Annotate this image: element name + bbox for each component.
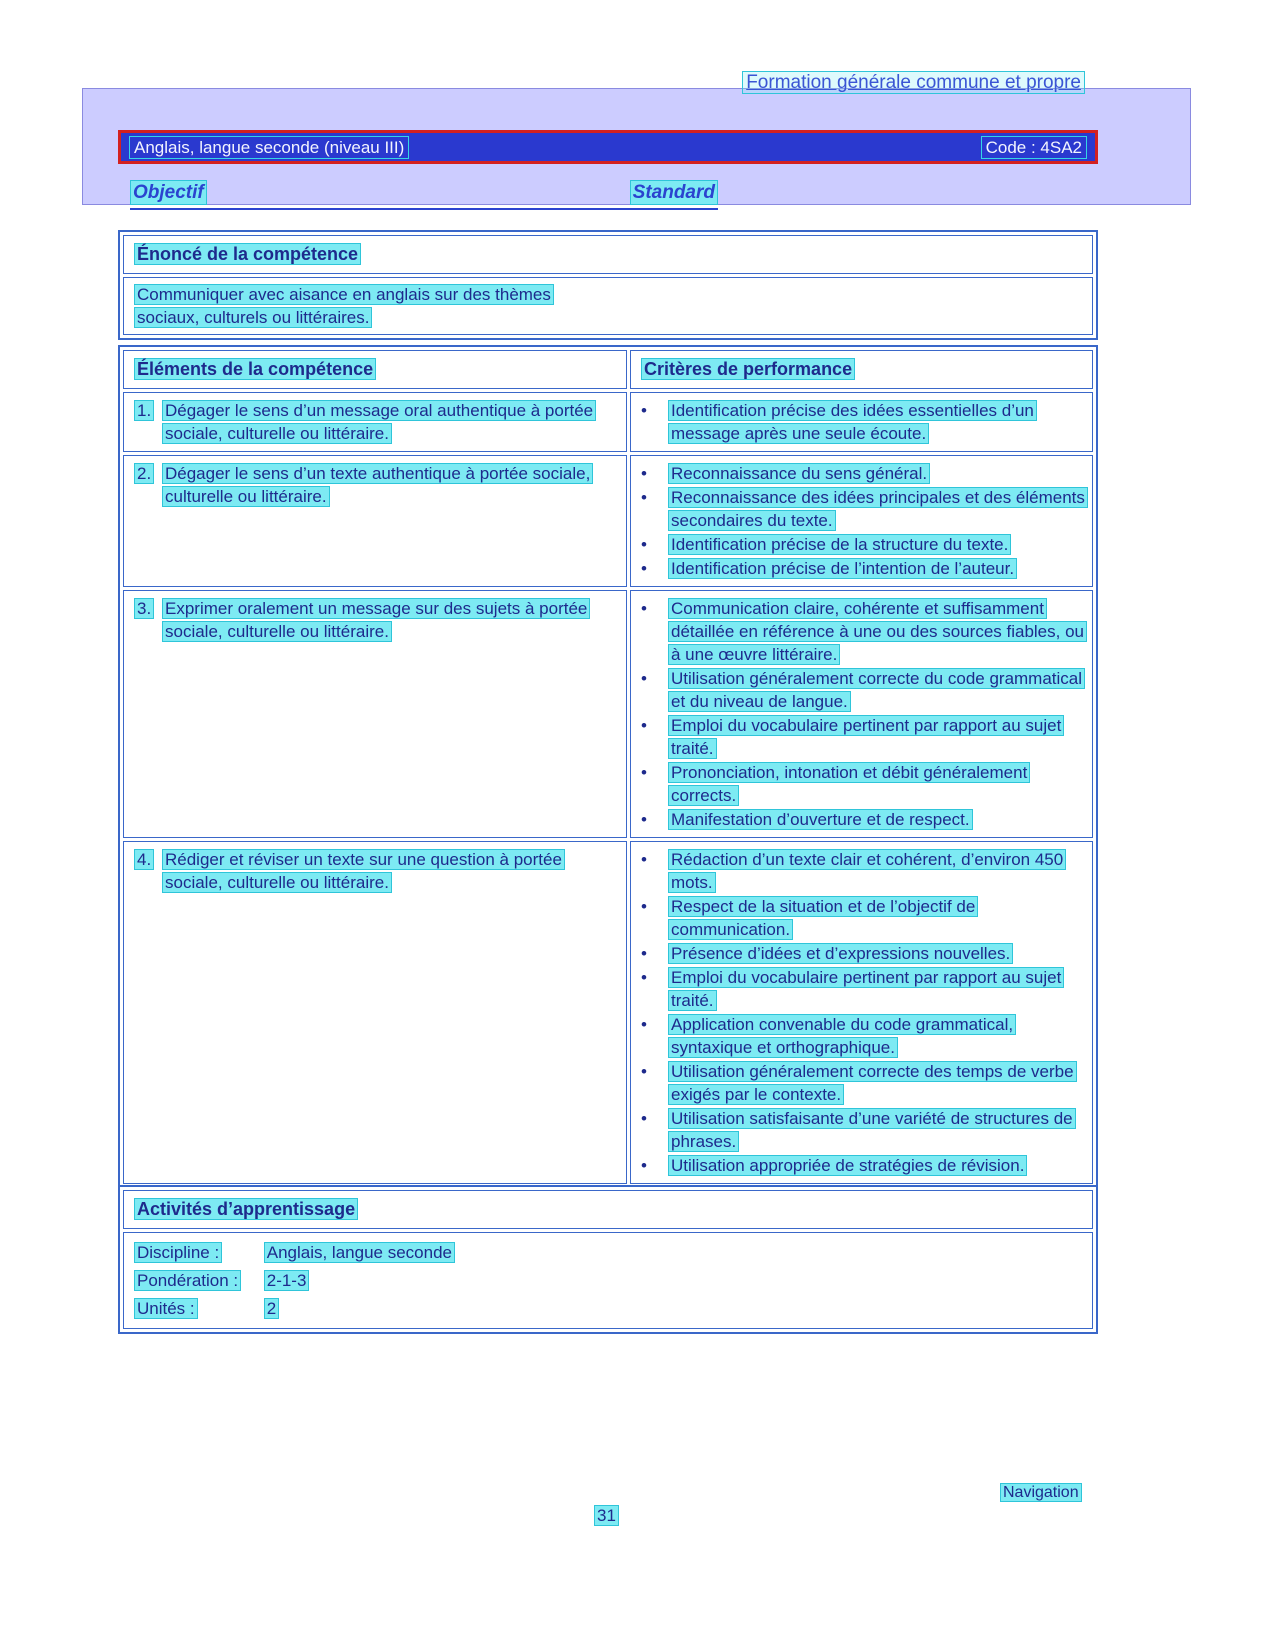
standard-heading: Standard [630, 180, 718, 205]
criteria-cell [630, 392, 1093, 452]
criteres-header-cell [630, 350, 1093, 389]
criterion-text: Emploi du vocabulaire pertinent par rapport au sujet traité. [668, 715, 1064, 759]
bullet-icon [641, 667, 668, 713]
criterion-text: Respect de la situation et de l’objectif de communication. [668, 896, 978, 940]
bullet-icon [641, 761, 668, 807]
table-row [123, 392, 1093, 452]
criterion-text: Manifestation d’ouverture et de respect. [668, 809, 973, 830]
bullet-icon [641, 1060, 668, 1106]
criterion-text: Emploi du vocabulaire pertinent par rapport au sujet traité. [668, 967, 1064, 1011]
item-number: 2. [134, 463, 154, 484]
list-item [134, 1267, 1082, 1294]
criterion-text: Rédaction d’un texte clair et cohérent, d’environ 450 mots. [668, 849, 1066, 893]
criterion-text: Reconnaissance du sens général. [668, 463, 930, 484]
element-cell [123, 392, 627, 452]
discipline-label: Discipline : [134, 1242, 222, 1263]
enonce-header-cell [123, 235, 1093, 274]
element-text: Exprimer oralement un message sur des sujets à portée sociale, culturelle ou littéraire. [162, 598, 590, 642]
bullet-icon [641, 895, 668, 941]
bullet-icon [641, 966, 668, 1012]
bullet-icon [641, 557, 668, 580]
table-row [123, 455, 1093, 587]
criterion-text: Communication claire, cohérente et suffisamment détaillée en référence à une ou des sources fiables, ou à une œuvre littéraire. [668, 598, 1087, 665]
activites-header-cell [123, 1190, 1093, 1229]
navigation-label[interactable]: Navigation [1000, 1483, 1082, 1502]
criterion-text: Reconnaissance des idées principales et des éléments secondaires du texte. [668, 487, 1088, 531]
table-row [123, 841, 1093, 1184]
enonce-table [118, 230, 1098, 340]
header-text: Formation générale commune et propre [742, 71, 1085, 94]
page-number: 31 [594, 1504, 619, 1527]
criteria-cell [630, 455, 1093, 587]
enonce-header: Énoncé de la compétence [134, 243, 361, 265]
enonce-text: Communiquer avec aisance en anglais sur des thèmes sociaux, culturels ou littéraires. [134, 284, 554, 328]
table-row [123, 590, 1093, 838]
enonce-body-cell [123, 277, 1093, 335]
criteria-cell [630, 841, 1093, 1184]
activites-body-cell [123, 1232, 1093, 1329]
activites-header: Activités d’apprentissage [134, 1198, 358, 1220]
bullet-icon [641, 1107, 668, 1153]
elements-header-cell [123, 350, 627, 389]
discipline-value: Anglais, langue seconde [264, 1242, 455, 1263]
bullet-icon [641, 597, 668, 666]
criteria-cell [630, 590, 1093, 838]
elements-header: Éléments de la compétence [134, 358, 376, 380]
element-text: Rédiger et réviser un texte sur une question à portée sociale, culturelle ou littéraire. [162, 849, 565, 893]
bullet-icon [641, 486, 668, 532]
element-text: Dégager le sens d’un texte authentique à portée sociale, culturelle ou littéraire. [162, 463, 593, 507]
criterion-text: Identification précise de la structure du texte. [668, 534, 1011, 555]
criterion-text: Application convenable du code grammatical, syntaxique et orthographique. [668, 1014, 1016, 1058]
course-title: Anglais, langue seconde (niveau III) [129, 136, 409, 159]
navigation-link[interactable] [1000, 1481, 1082, 1504]
element-cell [123, 590, 627, 838]
element-cell [123, 455, 627, 587]
element-text: Dégager le sens d’un message oral authentique à portée sociale, culturelle ou littéraire. [162, 400, 596, 444]
criterion-text: Prononciation, intonation et débit généralement corrects. [668, 762, 1030, 806]
bullet-icon [641, 714, 668, 760]
criterion-text: Utilisation généralement correcte du code grammatical et du niveau de langue. [668, 668, 1085, 712]
unites-value: 2 [264, 1298, 279, 1319]
item-number: 4. [134, 849, 154, 870]
competence-table [118, 345, 1098, 1189]
list-item [134, 1295, 1082, 1322]
list-item [134, 1239, 1082, 1266]
criteres-header: Critères de performance [641, 358, 855, 380]
bullet-icon [641, 462, 668, 485]
criterion-text: Utilisation généralement correcte des temps de verbe exigés par le contexte. [668, 1061, 1077, 1105]
objectif-standard-row [130, 180, 718, 210]
bullet-icon [641, 848, 668, 894]
bullet-icon [641, 399, 668, 445]
item-number: 3. [134, 598, 154, 619]
bullet-icon [641, 1154, 668, 1177]
ponderation-value: 2-1-3 [264, 1270, 310, 1291]
criterion-text: Utilisation satisfaisante d’une variété de structures de phrases. [668, 1108, 1076, 1152]
criterion-text: Identification précise des idées essentielles d’un message après une seule écoute. [668, 400, 1037, 444]
ponderation-label: Pondération : [134, 1270, 241, 1291]
criterion-text: Identification précise de l’intention de l’auteur. [668, 558, 1017, 579]
unites-label: Unités : [134, 1298, 198, 1319]
document-header [742, 71, 1085, 94]
element-cell [123, 841, 627, 1184]
bullet-icon [641, 533, 668, 556]
criterion-text: Présence d’idées et d’expressions nouvelles. [668, 943, 1013, 964]
item-number: 1. [134, 400, 154, 421]
bullet-icon [641, 942, 668, 965]
bullet-icon [641, 1013, 668, 1059]
course-code: Code : 4SA2 [981, 136, 1087, 159]
bullet-icon [641, 808, 668, 831]
criterion-text: Utilisation appropriée de stratégies de révision. [668, 1155, 1027, 1176]
activites-table [118, 1185, 1098, 1334]
course-banner [118, 130, 1098, 164]
objectif-heading: Objectif [130, 180, 207, 205]
